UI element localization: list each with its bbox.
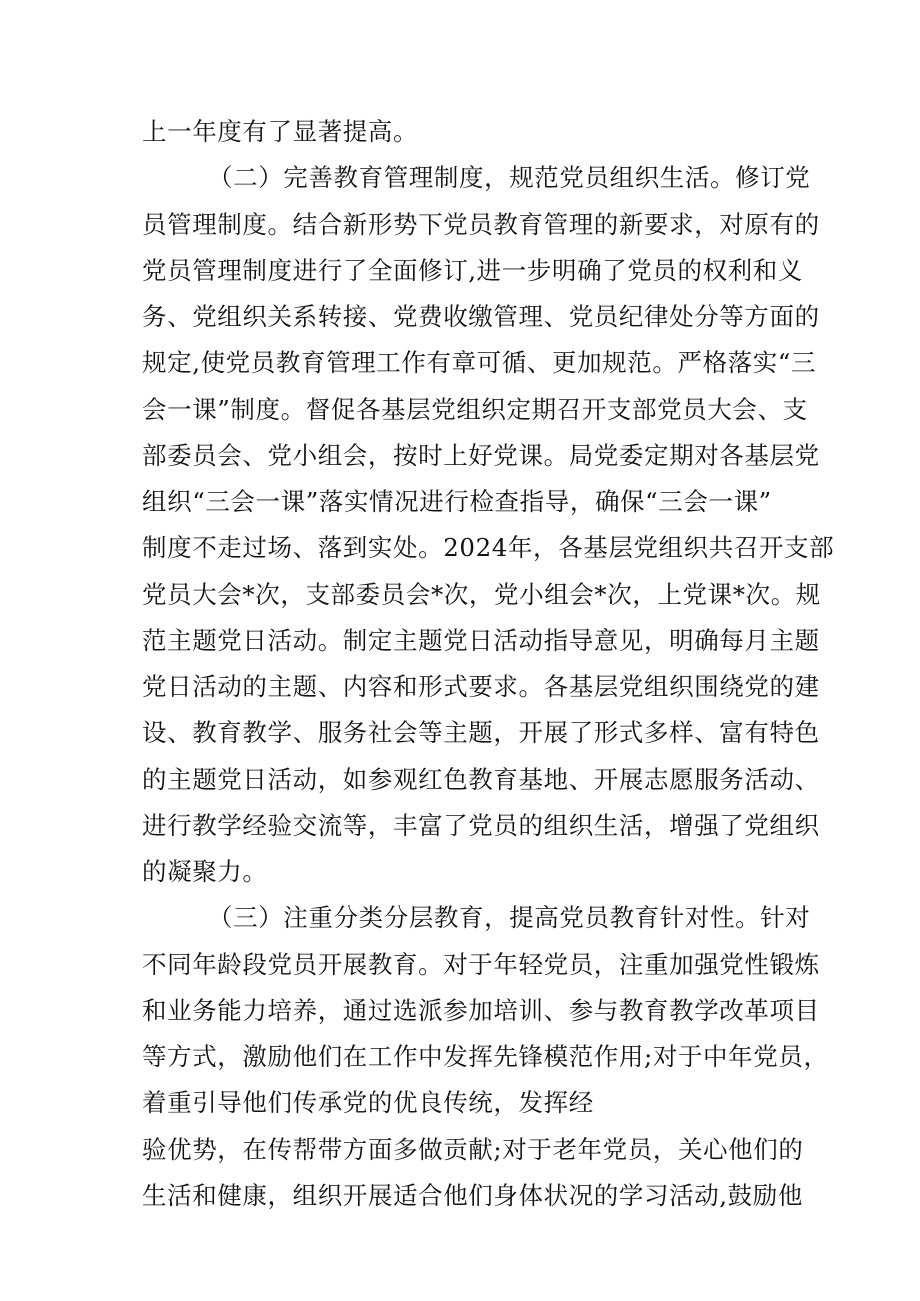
text-line: 部委员会、党小组会，按时上好党课。局党委定期对各基层党 <box>142 441 820 470</box>
text-line: 生活和健康，组织开展适合他们身体状况的学习活动,鼓励他 <box>142 1181 803 1210</box>
text-line: 设、教育教学、服务社会等主题，开展了形式多样、富有特色 <box>142 718 820 747</box>
text-line: 的凝聚力。 <box>142 857 268 886</box>
text-line: 员管理制度。结合新形势下党员教育管理的新要求，对原有的 <box>142 210 820 239</box>
text-line: 组织“三会一课”落实情况进行检查指导，确保“三会一课” <box>142 487 772 516</box>
text-line: 着重引导他们传承党的优良传统，发挥经 <box>142 1088 594 1117</box>
text-line: 等方式，激励他们在工作中发挥先锋模范作用;对于中年党员， <box>142 1042 829 1071</box>
text-line: 的主题党日活动，如参观红色教育基地、开展志愿服务活动、 <box>142 765 820 794</box>
text-line: 进行教学经验交流等，丰富了党员的组织生活，增强了党组织 <box>142 811 820 840</box>
text-line: 制度不走过场、落到实处。2024年，各基层党组织共召开支部 <box>142 533 835 562</box>
text-line: 规定,使党员教育管理工作有章可循、更加规范。严格落实“三 <box>142 348 817 377</box>
text-line: 务、党组织关系转接、党费收缴管理、党员纪律处分等方面的 <box>142 302 820 331</box>
text-line: 党员大会*次，支部委员会*次，党小组会*次，上党课*次。规 <box>142 580 821 609</box>
text-line: 不同年龄段党员开展教育。对于年轻党员，注重加强党性锻炼 <box>142 950 820 979</box>
text-line: 上一年度有了显著提高。 <box>142 117 419 146</box>
text-line: 范主题党日活动。制定主题党日活动指导意见，明确每月主题 <box>142 626 820 655</box>
text-line: 和业务能力培养，通过选派参加培训、参与教育教学改革项目 <box>142 996 820 1025</box>
text-line: 党员管理制度进行了全面修订,进一步明确了党员的权利和义 <box>142 256 803 285</box>
text-line: 党日活动的主题、内容和形式要求。各基层党组织围绕党的建 <box>142 672 820 701</box>
section-heading-line: （二）完善教育管理制度，规范党员组织生活。修订党 <box>208 163 811 192</box>
text-line: 验优势，在传帮带方面多做贡献;对于老年党员，关心他们的 <box>142 1135 804 1164</box>
text-line: 会一课”制度。督促各基层党组织定期召开支部党员大会、支 <box>142 395 808 424</box>
section-heading-line: （三）注重分类分层教育，提高党员教育针对性。针对 <box>208 903 811 932</box>
